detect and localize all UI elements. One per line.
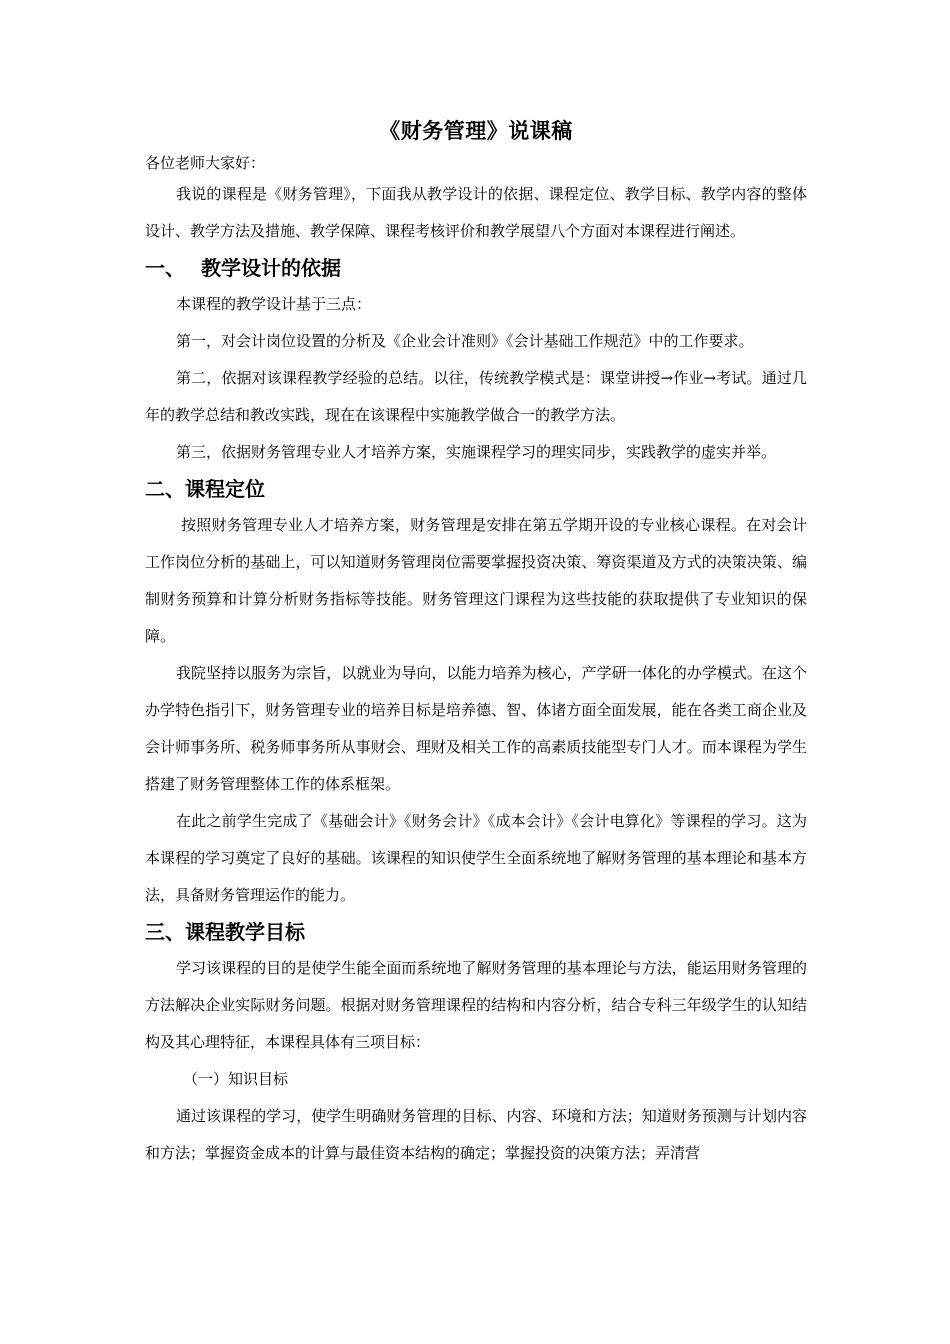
section-3-paragraph: 通过该课程的学习，使学生明确财务管理的目标、内容、环境和方法；知道财务预测与计划内容和方法；掌握资金成本的计算与最佳资本结构的确定；掌握投资的决策方法；弄清营 xyxy=(145,1107,807,1162)
section-3-heading: 三、课程教学目标 xyxy=(145,920,305,944)
document-title: 《财务管理》说课稿 xyxy=(379,119,573,143)
intro-paragraph: 我说的课程是《财务管理》，下面我从教学设计的依据、课程定位、教学目标、教学内容的整体设计、教学方法及措施、教学保障、课程考核评价和教学展望八个方面对本课程进行阐述。 xyxy=(145,185,807,240)
section-1-paragraph: 第一，对会计岗位设置的分析及《企业会计准则》《会计基础工作规范》中的工作要求。 xyxy=(176,332,754,350)
section-1-paragraph: 第二，依据对该课程教学经验的总结。以往，传统教学模式是：课堂讲授→作业→考试。通过几年的教学总结和教改实践，现在在该课程中实施教学做合一的教学方法。 xyxy=(145,369,807,424)
section-1-title: 教学设计的依据 xyxy=(201,256,341,280)
section-1-paragraph: 第三，依据财务管理专业人才培养方案，实施课程学习的理实同步，实践教学的虚实并举。 xyxy=(176,443,777,461)
greeting: 各位老师大家好： xyxy=(145,154,266,172)
section-2-paragraph: 按照财务管理专业人才培养方案，财务管理是安排在第五学期开设的专业核心课程。在对会计工作岗位分析的基础上，可以知道财务管理岗位需要掌握投资决策、筹资渠道及方式的决策决策、编制财务预算和计算分析财务指标等技能。财务管理这门课程为这些技能的获取提供了专业知识的保障。 xyxy=(145,516,807,645)
section-1-number: 一、 xyxy=(145,256,185,280)
section-2-paragraph: 在此之前学生完成了《基础会计》《财务会计》《成本会计》《会计电算化》等课程的学习。这为本课程的学习奠定了良好的基础。该课程的知识使学生全面系统地了解财务管理的基本理论和基本方法，具备财务管理运作的能力。 xyxy=(145,812,807,904)
section-1-heading xyxy=(145,252,807,284)
section-2-heading: 二、课程定位 xyxy=(145,477,265,501)
section-2-paragraph: 我院坚持以服务为宗旨，以就业为导向，以能力培养为核心，产学研一体化的办学模式。在这个办学特色指引下，财务管理专业的培养目标是培养德、智、体诸方面全面发展，能在各类工商企业及会计师事务所、税务师事务所从事财会、理财及相关工作的高素质技能型专门人才。而本课程为学生搭建了财务管理整体工作的体系框架。 xyxy=(145,664,807,793)
section-3-paragraph: 学习该课程的目的是使学生能全面而系统地了解财务管理的基本理论与方法，能运用财务管理的方法解决企业实际财务问题。根据对财务管理课程的结构和内容分析，结合专科三年级学生的认知结构及其心理特征，本课程具体有三项目标： xyxy=(145,959,807,1051)
section-3-subheading: （一）知识目标 xyxy=(183,1070,289,1088)
document-page xyxy=(145,116,807,1172)
section-1-paragraph: 本课程的教学设计基于三点： xyxy=(176,295,372,313)
